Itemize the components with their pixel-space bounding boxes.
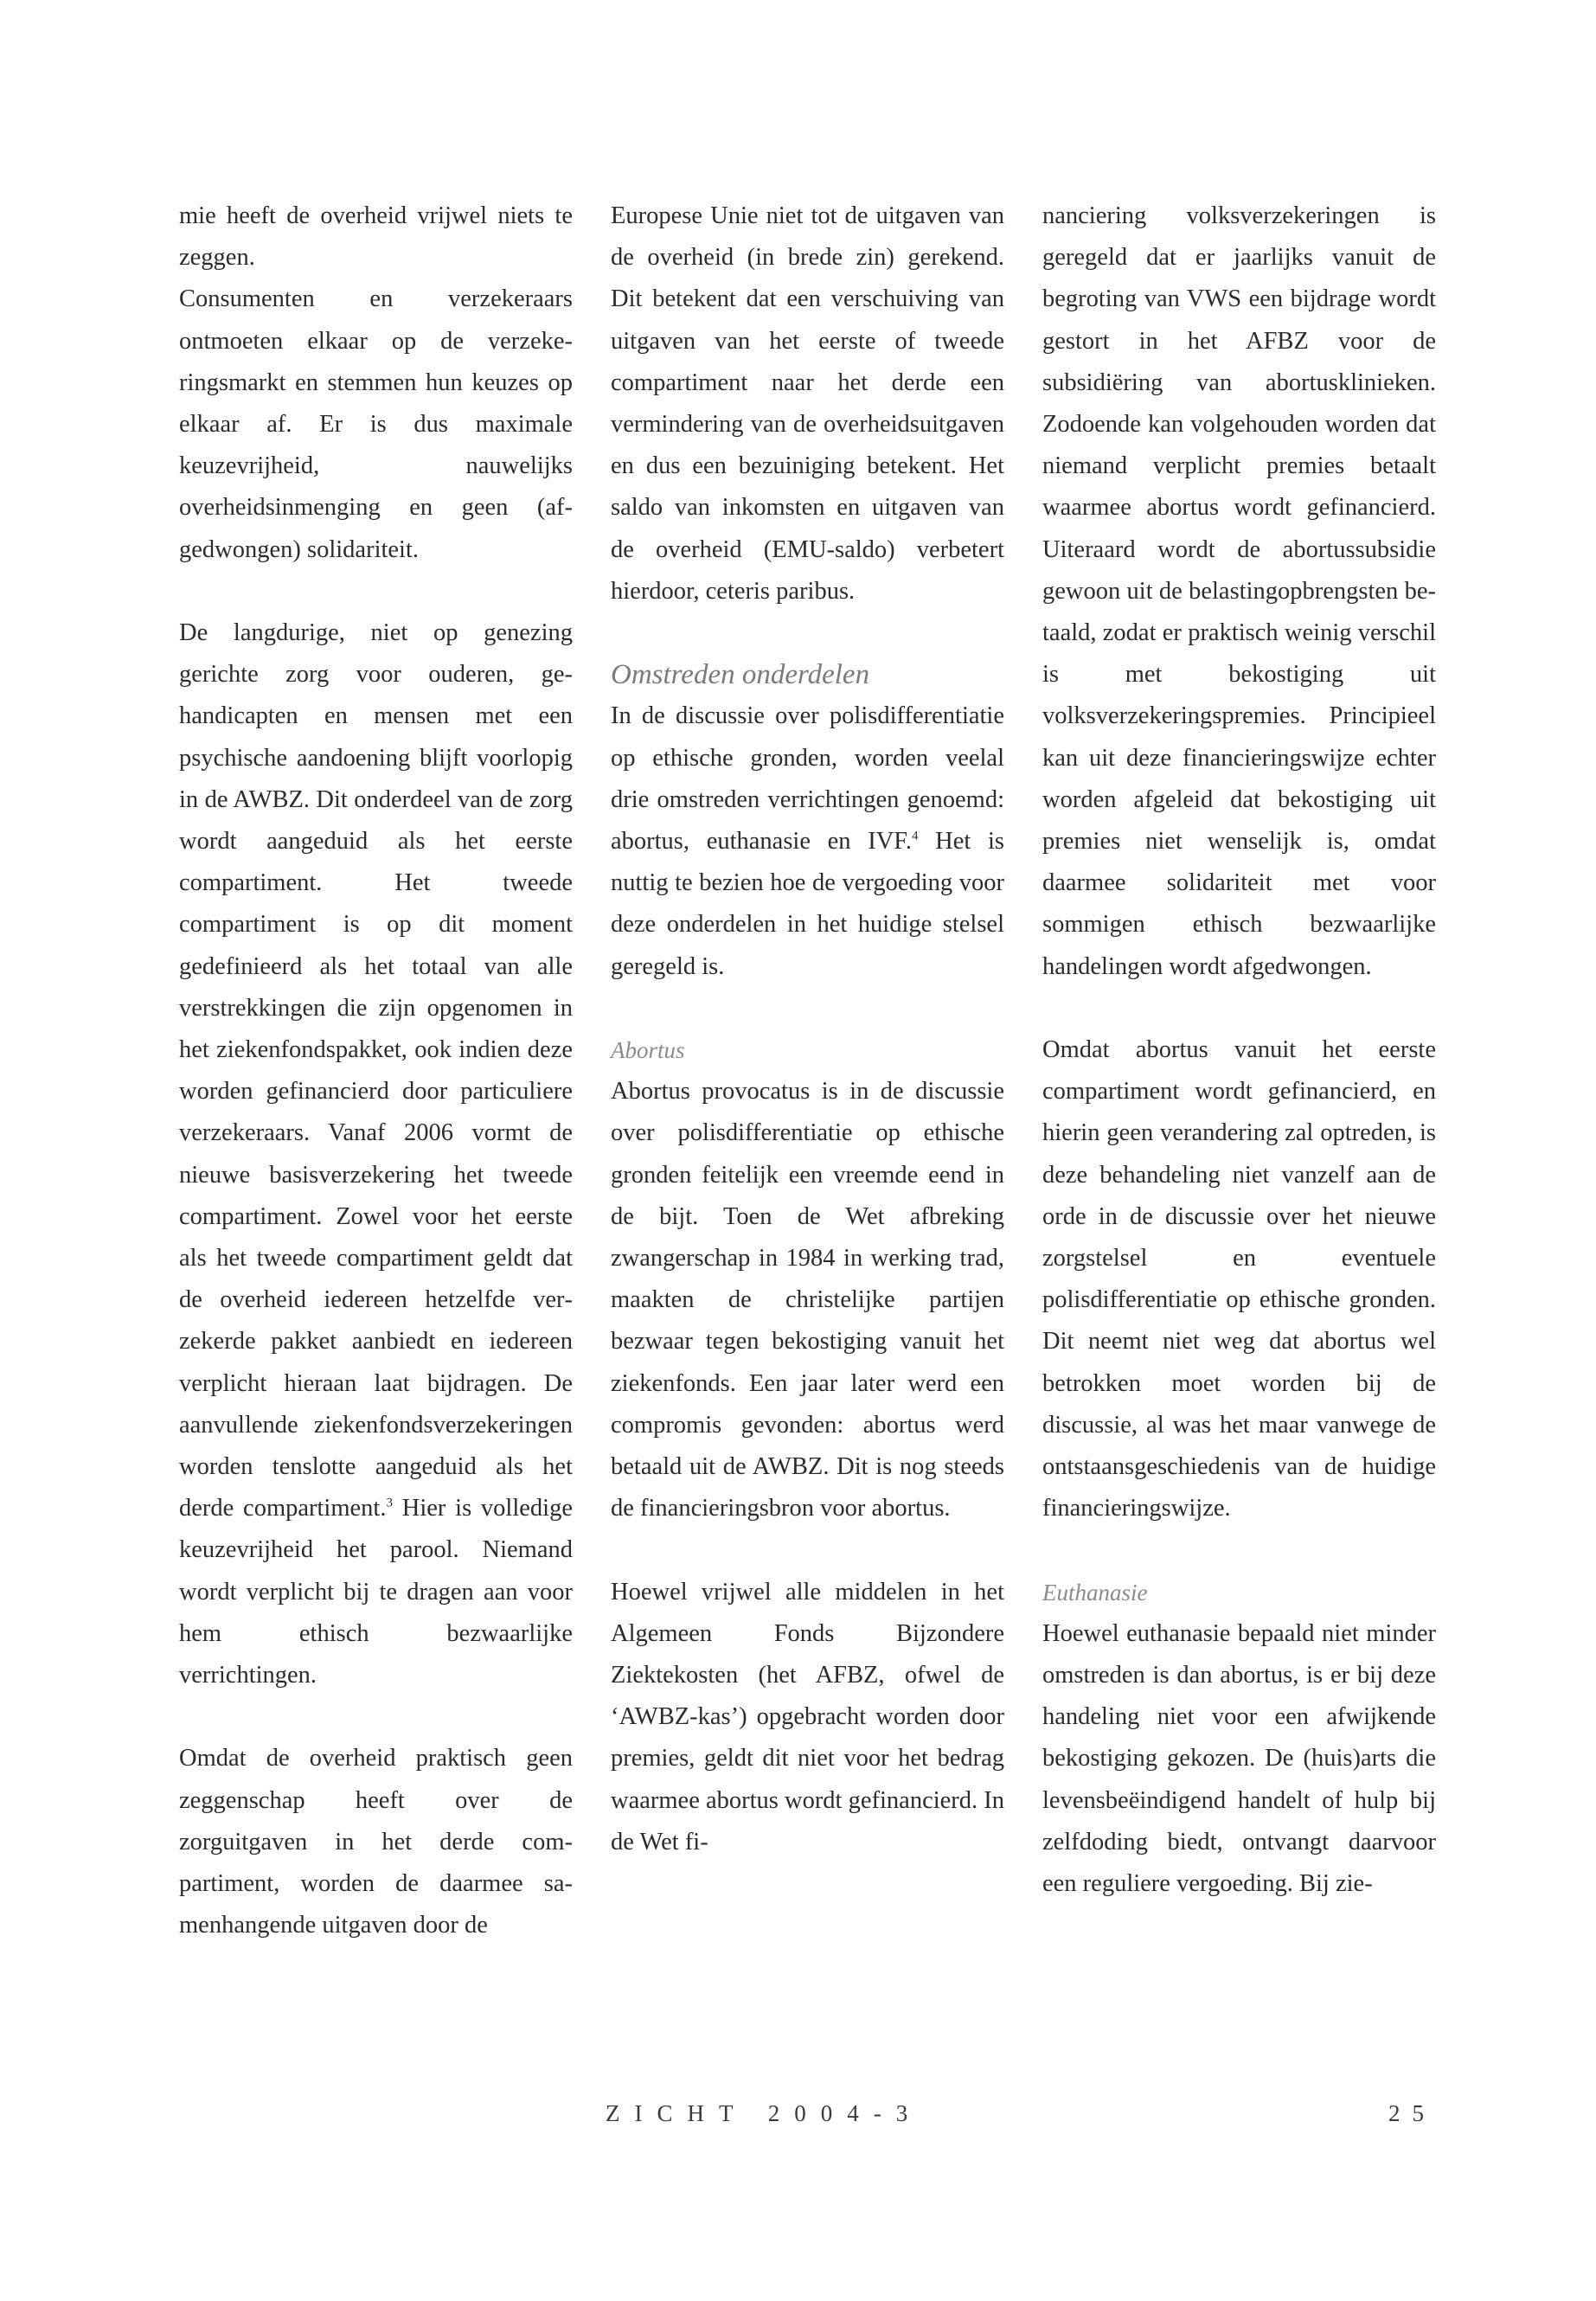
page-number: 25 [1388, 2100, 1436, 2126]
paragraph: Hoewel vrijwel alle middelen in het Algemeen Fonds Bijzondere Ziektekosten (het AFBZ, ofwel de ‘AWBZ-kas’) opgebracht worden door premies, geldt dit niet voor het bedrag waarmee abortus wordt gefinancierd. In de Wet fi- [611, 1578, 1005, 1856]
subsection-heading: Euthanasie [1042, 1579, 1148, 1606]
paragraph-text: Hier is volledige keuzevrijheid het parool. Niemand wordt verplicht bij te dragen aan voor hem ethisch bezwaarlijke verrichtingen. [179, 1495, 573, 1689]
text-column-2 [611, 195, 1004, 1863]
paragraph: Hoewel euthanasie bepaald niet minder omstreden is dan abortus, is er bij deze handeling niet voor een afwijkende bekostiging gekozen. De (huis)arts die levensbeëindigend handelt of hulp bij zelfdoding biedt, ontvangt daarvoor een reguliere vergoeding. Bij zie- [1042, 1619, 1436, 1898]
paragraph: Europese Unie niet tot de uitgaven van de overheid (in brede zin) gerekend. Dit betekent dat een verschuiving van uitgaven van het eerste of tweede compartiment naar het derde een vermindering van de overheidsuitgaven en dus een bezuiniging betekent. Het saldo van inkomsten en uitgaven van de overheid (EMU-saldo) verbetert hierdoor, ceteris paribus. [611, 202, 1004, 605]
paragraph [611, 695, 1004, 987]
footnote-ref-4: 4 [911, 829, 919, 843]
footer-journal-title: ZICHT 2004-3 [606, 2100, 923, 2126]
section-heading: Omstreden onderdelen [611, 659, 870, 691]
subsection-heading: Abortus [611, 1037, 685, 1064]
paragraph [179, 612, 573, 1696]
paragraph-text: Het is nuttig te bezien hoe de vergoeding voor deze onderdelen in het huidige stelsel geregeld is. [611, 828, 1004, 980]
text-column-1 [179, 195, 573, 1947]
text-column-3 [1042, 195, 1436, 1905]
paragraph: Omdat abortus vanuit het eerste compartiment wordt gefinancierd, en hierin geen verandering zal optreden, is deze behandeling niet vanzelf aan de orde in de discussie over het nieuwe zorgstelsel en eventuele polisdifferentiatie op ethische gronden. Dit neemt niet weg dat abortus wel betrokken moet worden bij de discussie, al was het maar vanwege de ontstaansgeschiedenis van de huidige financieringswijze. [1042, 1036, 1436, 1522]
footnote-ref-3: 3 [386, 1496, 393, 1510]
paragraph: nanciering volksverzekeringen is geregeld dat er jaarlijks vanuit de begroting van VWS een bijdrage wordt gestort in het AFBZ voor de subsidiëring van abortusklinieken. Zodoende kan volgehouden worden dat niemand verplicht premies betaalt waarmee abortus wordt gefinancierd. Uiteraard wordt de abortussubsidie gewoon uit de belastingopbrengsten betaald, zodat er praktisch weinig verschil is met bekostiging uit volksverzekeringspremies. Principieel kan uit deze financieringswijze echter worden afgeleid dat bekostiging uit premies niet wenselijk is, omdat daarmee solidariteit met voor sommigen ethisch bezwaarlijke handelingen wordt afgedwongen. [1042, 202, 1436, 980]
paragraph-text: In de discussie over polisdifferentiatie op ethische gronden, worden veelal drie omstreden verrichtingen genoemd: abortus, euthanasie en IVF. [611, 702, 1004, 856]
paragraph-text: De langdurige, niet op genezing gerichte zorg voor ouderen, gehandicapten en mensen met een psychische aandoening blijft voorlopig in de AWBZ. Dit onderdeel van de zorg wordt aangeduid als het eerste compartiment. Het tweede compartiment is op dit moment gedefinieerd als het totaal van alle verstrekkingen die zijn opgenomen in het ziekenfondspakket, ook indien deze worden gefinancierd door particuliere verzekeraars. Vanaf 2006 vormt de nieuwe basisverzekering het tweede compartiment. Zowel voor het eerste als het tweede compartiment geldt dat de overheid iedereen hetzelfde verzekerde pakket aanbiedt en iedereen verplicht hieraan laat bijdragen. De aanvullende ziekenfondsverzekeringen worden tenslotte aangeduid als het derde compartiment. [179, 619, 573, 1522]
paragraph: Consumenten en verzekeraars ontmoeten elkaar op de verzekeringsmarkt en stemmen hun keuzes op elkaar af. Er is dus maximale keuzevrijheid, nauwelijks overheidsinmenging en geen (afgedwongen) solidariteit. [179, 285, 573, 563]
paragraph: Omdat de overheid praktisch geen zeggenschap heeft over de zorguitgaven in het derde compartiment, worden de daarmee samenhangende uitgaven door de [179, 1745, 573, 1939]
paragraph: Abortus provocatus is in de discussie over polisdifferentiatie op ethische gronden feitelijk een vreemde eend in de bijt. Toen de Wet afbreking zwangerschap in 1984 in werking trad, maakten de christelijke partijen bezwaar tegen bekostiging vanuit het ziekenfonds. Een jaar later werd een compromis gevonden: abortus werd betaald uit de AWBZ. Dit is nog steeds de financieringsbron voor abortus. [611, 1078, 1004, 1522]
paragraph: mie heeft de overheid vrijwel niets te zeggen. [179, 202, 573, 272]
